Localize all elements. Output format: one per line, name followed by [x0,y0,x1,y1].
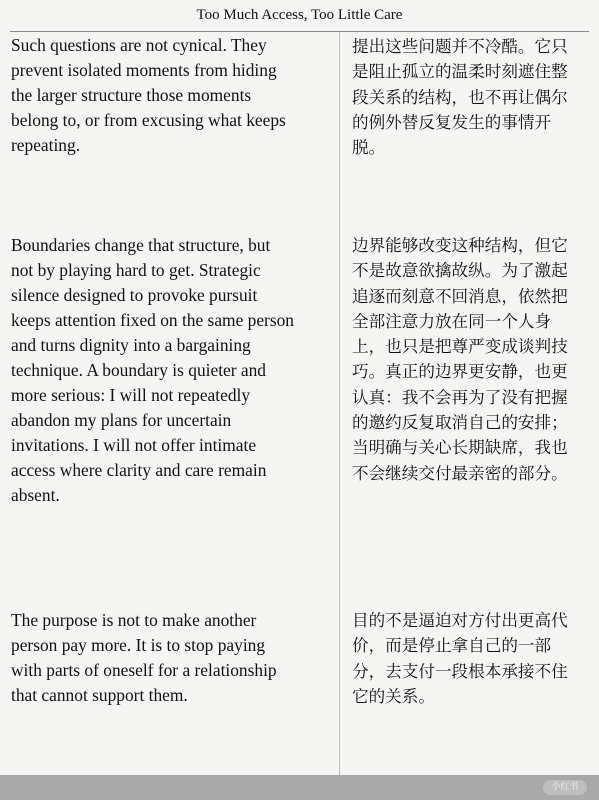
bottom-bar [0,775,599,800]
page-title: Too Much Access, Too Little Care [196,7,403,23]
english-paragraph-2: Boundaries change that structure, but not by playing hard to get. Strategic silence designed to provoke pursuit keeps attention fixed on the same person and turns dignity into a bargaining technique. A boundary is quieter and more serious: I will not repeatedly abandon my plans for uncertain invitations. I will not offer intimate access where clarity and care remain absent. [11,235,294,505]
header-divider [10,31,589,32]
english-paragraph-1: Such questions are not cynical. They prevent isolated moments from hiding the larger structure those moments belong to, or from excusing what keeps repeating. [11,35,286,155]
chinese-paragraph-2: 边界能够改变这种结构，但它 不是故意欲擒故纵。为了激起 追逐而刻意不回消息，依然把 全部注意力放在同一个人身 上，也只是把尊严变成谈判技 巧。真正的边界更安静，也更 认真：我不会再为了没有把握 的邀约反复取消自己的安排； 当明确与关心长期缺席，我也 不会继续交付最亲密的部分。 [352,236,568,483]
chinese-paragraph-1: 提出这些问题并不冷酷。它只 是阻止孤立的温柔时刻遮住整 段关系的结构，也不再让偶尔 的例外替反复发生的事情开 脱。 [352,37,568,158]
english-paragraph-3: The purpose is not to make another person pay more. It is to stop paying with parts of oneself for a relationship that cannot support them. [11,610,277,705]
chinese-paragraph-3: 目的不是逼迫对方付出更高代 价，而是停止拿自己的一部 分，去支付一段根本承接不住 它的关系。 [352,611,568,706]
watermark-logo: 小红书 [543,780,587,795]
column-divider [339,32,340,775]
